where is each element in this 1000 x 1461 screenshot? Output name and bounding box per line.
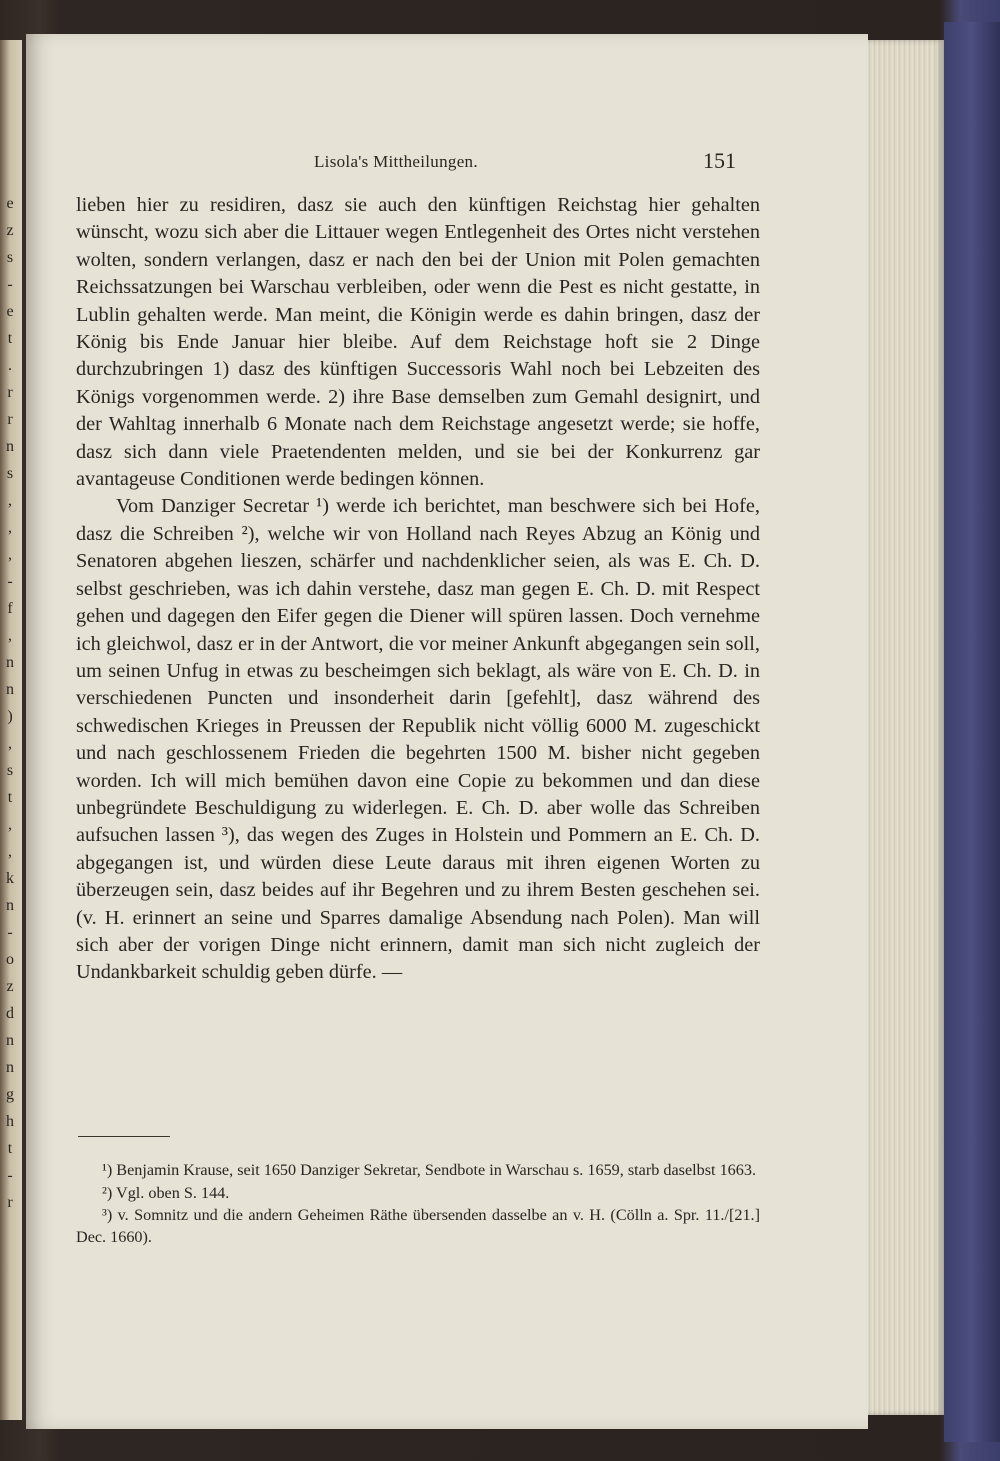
facing-page-margin-text <box>2 190 18 1216</box>
facing-page-edge <box>0 40 22 1420</box>
facing-page-margin-char: r <box>7 384 13 401</box>
facing-page-margin-char: e <box>6 195 14 212</box>
paragraph: lieben hier zu residiren, dasz sie auch den künftigen Reichstag hier gehalten wünscht, wozu sich aber die Littauer wegen Entlegenheit des Ortes nicht verstehen wolten, sondern verlangen, dasz er nach den bei der Union mit Polen gemachten Reichssatzungen bei Warschau verbleiben, oder wenn die Pest es nicht gestatte, in Lublin gehalten werde. Man meint, die Königin werde es dahin bringen, dasz der König bis Ende Januar hier bleibe. Auf dem Reichstage hoft sie 2 Dinge durchzubringen 1) dasz des künftigen Successoris Wahl noch bei Lebzeiten des Königs vorgenommen werde. 2) ihre Base demselben zum Gemahl designirt, und der Wahltag innerhalb 6 Monate nach dem Reichstage angesetzt werde; sie hoffe, dasz sich dann viele Praetendenten melden, und sie bei der Konkurrenz gar avantageuse Conditionen werde bedingen können. <box>76 194 760 491</box>
footnote-separator <box>78 1136 170 1137</box>
facing-page-margin-char: , <box>8 843 12 860</box>
facing-page-margin-char: n <box>6 681 14 698</box>
facing-page-margin-char: t <box>7 330 13 347</box>
facing-page-margin-char: n <box>6 654 14 671</box>
footnote: ²) Vgl. oben S. 144. <box>102 1183 230 1202</box>
facing-page-margin-char: t <box>7 1140 13 1157</box>
facing-page-margin-char: f <box>7 600 13 617</box>
facing-page-margin-char: r <box>7 1194 13 1211</box>
facing-page-margin-char: h <box>6 1113 14 1130</box>
facing-page-margin-char: s <box>6 762 14 779</box>
facing-page-margin-char: , <box>8 492 12 509</box>
facing-page-margin-char: - <box>7 276 13 293</box>
paragraph: Vom Danziger Secretar ¹) werde ich berichtet, man beschwere sich bei Hofe, dasz die Schreiben ²), welche wir von Holland nach Reyes Abzug an König und Senatoren abgehen lieszen, schärfer und nachdenklicher seien, als was E. Ch. D. selbst geschrieben, was ich dahin verstehe, dasz man gegen E. Ch. D. mit Respect gehen und dagegen den Eifer gegen die Diener will spüren lassen. Doch vernehme ich gleichwol, dasz er in der Antwort, die vor meiner Ankunft abgegangen sein soll, um seinen Unfug in etwas zu bescheimgen sich beklagt, als wäre von E. Ch. D. in verschiedenen Puncten und insonderheit darin [gefehlt], dasz während des schwedischen Krieges in Preussen der Republik nicht völlig 6000 M. zugeschickt und nach geschlossenem Frieden die begehrten 1500 M. bisher nicht gegeben worden. Ich will mich bemühen davon eine Copie zu bekommen und dan diese unbegründete Beschuldigung zu widerlegen. E. Ch. D. aber wolle das Schreiben aufsuchen lassen ³), das wegen des Zuges in Holstein und Pommern an E. Ch. D. abgegangen ist, und würden diese Leute daraus mit ihren eigenen Worten zu überzeugen sein, dasz beides auf ihr Begehren und zu ihrem Besten geschehen sei. (v. H. erinnert an seine und Sparres damalige Absendung nach Polen). Man will sich aber der vorigen Dinge nicht erinnern, damit man sich nicht zugleich der Undankbarkeit schuldig geben dürfe. — <box>76 495 760 984</box>
footnotes <box>76 1160 760 1249</box>
body-text <box>76 192 760 987</box>
facing-page-margin-char: s <box>6 249 14 266</box>
facing-page-margin-char: n <box>6 1032 14 1049</box>
facing-page-margin-char: z <box>6 222 14 239</box>
facing-page-margin-char: - <box>7 573 13 590</box>
facing-page-margin-char: n <box>6 897 14 914</box>
page-number: 151 <box>703 148 736 173</box>
facing-page-margin-char: - <box>7 1167 13 1184</box>
book-page <box>26 34 868 1429</box>
facing-page-margin-char: z <box>6 978 14 995</box>
facing-page-margin-char: t <box>7 789 13 806</box>
book-cover-edge <box>944 22 1000 1442</box>
page-header <box>26 148 868 178</box>
facing-page-margin-char: n <box>6 1059 14 1076</box>
facing-page-margin-char: s <box>6 465 14 482</box>
facing-page-margin-char: d <box>6 1005 14 1022</box>
footnote: ³) v. Somnitz und die andern Geheimen Räthe übersenden dasselbe an v. H. (Cölln a. Spr. 11./[21.] Dec. 1660). <box>76 1206 760 1246</box>
facing-page-margin-char: o <box>6 951 14 968</box>
footnote: ¹) Benjamin Krause, seit 1650 Danziger Sekretar, Sendbote in Warschau s. 1659, starb daselbst 1663. <box>102 1161 756 1179</box>
facing-page-margin-char: r <box>7 411 13 428</box>
facing-page-margin-char: k <box>6 870 14 887</box>
facing-page-margin-char: e <box>6 303 14 320</box>
facing-page-margin-char: , <box>8 627 12 644</box>
facing-page-margin-char: - <box>7 924 13 941</box>
facing-page-margin-char: g <box>6 1086 14 1103</box>
facing-page-margin-char: n <box>6 438 14 455</box>
facing-page-margin-char: ) <box>7 708 13 725</box>
facing-page-margin-char: , <box>8 816 12 833</box>
page-stack-edge <box>866 40 944 1415</box>
facing-page-margin-char: , <box>8 735 12 752</box>
facing-page-margin-char: . <box>8 357 12 374</box>
facing-page-margin-char: , <box>8 546 12 563</box>
facing-page-margin-char: , <box>8 519 12 536</box>
running-head: Lisola's Mittheilungen. <box>314 152 478 171</box>
